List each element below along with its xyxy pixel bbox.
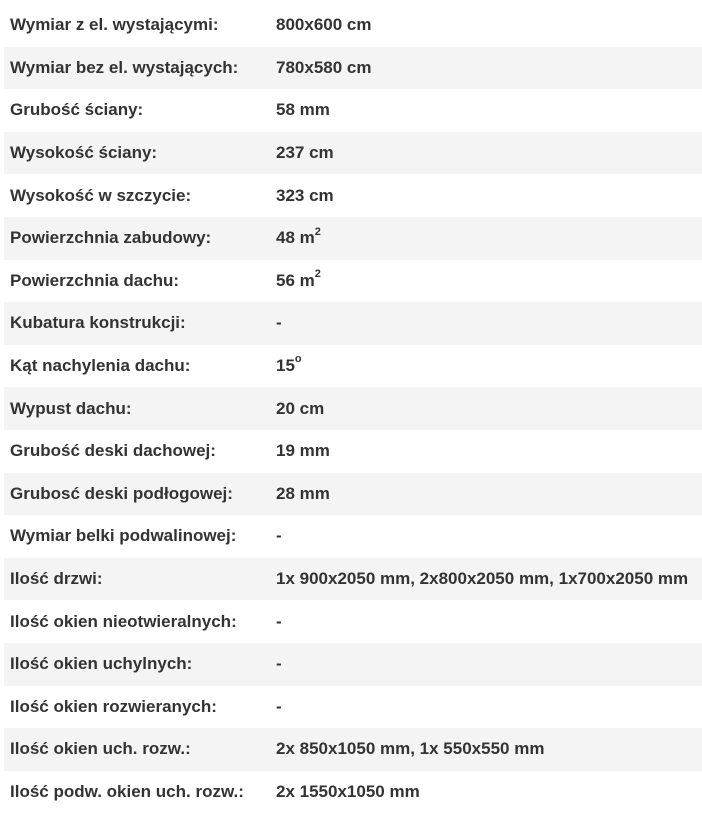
row-value: [270, 47, 702, 90]
value-superscript: 2: [314, 225, 321, 238]
row-value: [270, 260, 702, 303]
table-row: [4, 89, 702, 132]
row-value: [270, 89, 702, 132]
row-value: [270, 600, 702, 643]
value-superscript: o: [294, 353, 302, 366]
table-row: [4, 302, 702, 345]
row-label: Wypust dachu:: [10, 398, 132, 418]
row-label: Ilość okien nieotwieralnych:: [10, 611, 237, 631]
row-value: [270, 430, 702, 473]
row-label: Grubość ściany:: [10, 100, 144, 120]
row-value: [270, 174, 702, 217]
table-row: [4, 515, 702, 558]
table-row: [4, 132, 702, 175]
table-row: [4, 345, 702, 388]
table-row: [4, 260, 702, 303]
table-row: [4, 558, 702, 601]
row-label: Grubosć deski podłogowej:: [10, 483, 233, 503]
value-text: 28 mm: [276, 483, 330, 503]
row-label: Ilość okien rozwieranych:: [10, 696, 217, 716]
value-text: 56 m: [276, 270, 315, 290]
row-label: Wymiar z el. wystającymi:: [10, 15, 219, 35]
value-text: -: [276, 654, 282, 674]
table-row: [4, 643, 702, 686]
value-text: 48 m: [276, 228, 315, 248]
row-value: [270, 302, 702, 345]
value-superscript: 2: [314, 268, 321, 281]
row-label: Wymiar bez el. wystających:: [10, 57, 239, 77]
table-row: [4, 217, 702, 260]
table-row: [4, 387, 702, 430]
value-text: -: [276, 313, 282, 333]
value-text: 20 cm: [276, 398, 325, 418]
row-label: Wysokość w szczycie:: [10, 185, 192, 205]
value-text: -: [276, 696, 282, 716]
row-value: [270, 771, 702, 814]
spec-table: [4, 4, 702, 813]
value-text: 323 cm: [276, 185, 334, 205]
row-label: Ilość okien uch. rozw.:: [10, 739, 191, 759]
value-text: 58 mm: [276, 100, 330, 120]
table-row: [4, 430, 702, 473]
row-label: Wymiar belki podwalinowej:: [10, 526, 237, 546]
table-row: [4, 686, 702, 729]
row-value: [270, 132, 702, 175]
row-label: Ilość drzwi:: [10, 569, 103, 589]
row-value: [270, 4, 702, 47]
row-label: Ilość okien uchylnych:: [10, 654, 193, 674]
value-text: 800x600 cm: [276, 15, 372, 35]
row-label: Powierzchnia zabudowy:: [10, 228, 212, 248]
row-value: [270, 686, 702, 729]
row-value: [270, 345, 702, 388]
row-label: Kubatura konstrukcji:: [10, 313, 186, 333]
row-label: Grubość deski dachowej:: [10, 441, 216, 461]
value-text: 15: [276, 356, 295, 376]
table-row: [4, 174, 702, 217]
value-text: 19 mm: [276, 441, 330, 461]
row-label: Powierzchnia dachu:: [10, 270, 180, 290]
value-text: -: [276, 526, 282, 546]
row-value: [270, 217, 702, 260]
table-row: [4, 47, 702, 90]
value-text: 780x580 cm: [276, 57, 372, 77]
row-value: [270, 643, 702, 686]
row-value: [270, 728, 702, 771]
table-row: [4, 600, 702, 643]
row-label: Ilość podw. okien uch. rozw.:: [10, 781, 244, 801]
value-text: 1x 900x2050 mm, 2x800x2050 mm, 1x700x2050 mm: [276, 569, 689, 589]
value-text: 2x 1550x1050 mm: [276, 781, 420, 801]
row-label: Kąt nachylenia dachu:: [10, 356, 191, 376]
value-text: 237 cm: [276, 143, 334, 163]
value-text: -: [276, 611, 282, 631]
row-label: Wysokość ściany:: [10, 143, 158, 163]
row-value: [270, 473, 702, 516]
row-value: [270, 558, 702, 601]
table-row: [4, 728, 702, 771]
table-row: [4, 473, 702, 516]
row-value: [270, 387, 702, 430]
table-row: [4, 4, 702, 47]
table-row: [4, 771, 702, 814]
value-text: 2x 850x1050 mm, 1x 550x550 mm: [276, 739, 545, 759]
row-value: [270, 515, 702, 558]
